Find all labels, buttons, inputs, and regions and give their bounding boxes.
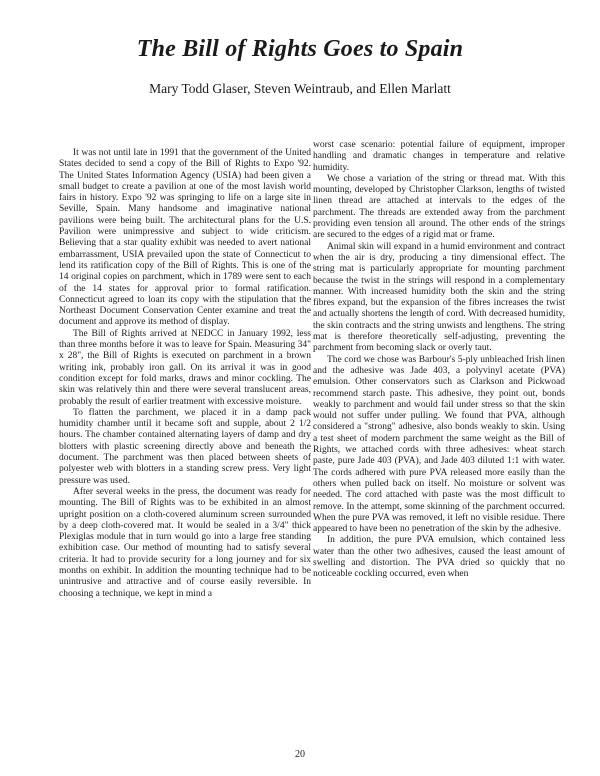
paragraph: In addition, the pure PVA emulsion, which contained less water than the other two adhesives, caused the least amount of swelling and distortion. The PVA dried so quickly that no noticeable cockling occurred, even when xyxy=(313,535,565,580)
paragraph-continued: worst case scenario: potential failure of equipment, improper handling and dramatic changes in temperature and relative humidity. xyxy=(313,140,565,173)
right-column xyxy=(313,140,565,581)
paragraph: After several weeks in the press, the document was ready for mounting. The Bill of Rights was to be exhibited in an almost upright position on a cloth-covered aluminum screen surrounded by a deep cloth-covered mat. It would be sealed in a 3/4" thick Plexiglas module that in turn would go into a large free standing exhibition case. Our method of mounting had to satisfy several criteria. It had to provide security for a long journey and for six months on exhibit. In addition the mounting technique had to be unintrusive and attractive and of course easily reversible. In choosing a technique, we kept in mind a xyxy=(59,486,311,599)
page-number: 20 xyxy=(295,749,305,760)
article-title: The Bill of Rights Goes to Spain xyxy=(136,36,464,62)
paragraph: It was not until late in 1991 that the government of the United States decided to send a copy of the Bill of Rights to Expo '92. The United States Information Agency (USIA) had been given a small budget to create a pavilion at one of the most lavish world fairs in history. Expo '92 was springing to life on a large site in Seville, Spain. Many handsome and imaginative national pavilions were being built. The architectural plans for the U.S. Pavilion were unimpressive and subject to wide criticism. Believing that a star quality exhibit was needed to avert national embarrassment, USIA prevailed upon the state of Connecticut to lend its ratification copy of the Bill of Rights. This is one of the 14 original copies on parchment, which in 1789 were sent to each of the 14 states for approval prior to formal ratification. Connecticut agreed to loan its copy with the stipulation that the Northeast Document Conservation Center examine and treat the document and approve its method of display. xyxy=(59,148,311,328)
paragraph: To flatten the parchment, we placed it in a damp pack humidity chamber until it became soft and supple, about 2 1/2 hours. The chamber contained alternating layers of damp and dry blotters with plastic screening directly above and beneath the document. The parchment was then placed between sheets of polyester web with blotters in a standing screw press. Very light pressure was used. xyxy=(59,407,311,486)
left-column xyxy=(59,148,311,600)
paragraph: Animal skin will expand in a humid environment and contract when the air is dry, producing a tiny dimensional effect. The string mat is particularly appropriate for mounting parchment because the twist in the strings will respond in a complementary manner. With increased humidity both the skin and the string fibres expand, but the expansion of the fibres increases the twist and actually shortens the length of cord. With decreased humidity, the skin contracts and the string unwists and lengthens. The string mat is therefore theoretically self-adjusting, preventing the parchment from becoming slack or overly taut. xyxy=(313,241,565,354)
paragraph: The Bill of Rights arrived at NEDCC in January 1992, less than three months before it was to leave for Spain. Measuring 34" x 28", the Bill of Rights is executed on parchment in a brown writing ink, probably iron gall. On its arrival it was in good condition except for fold marks, draws and minor cockling. The skin was relatively thin and there were several translucent areas, probably the result of earlier treatment with excessive moisture. xyxy=(59,328,311,407)
paragraph: The cord we chose was Barbour's 5-ply unbleached Irish linen and the adhesive was Jade 403, a polyvinyl acetate (PVA) emulsion. Other conservators such as Clarkson and Pickwoad recommend starch paste. This adhesive, they point out, bonds weakly to parchment and would fail under stress so that the skin would not suffer under pulling. We found that PVA, although considered a "strong" adhesive, also bonds weakly to skin. Using a test sheet of modern parchment the same weight as the Bill of Rights, we attached cords with three adhesives: wheat starch paste, pure Jade 403 (PVA), and Jade 403 diluted 1:1 with water. The cords adhered with pure PVA released more easily than the others when pulled back on itself. No moisture or solvent was needed. The cord attached with paste was the most difficult to remove. In the attempt, some skinning of the parchment occurred. When the pure PVA was removed, it left no visible residue. There appeared to have been no penetration of the skin by the adhesive. xyxy=(313,354,565,535)
article-authors: Mary Todd Glaser, Steven Weintraub, and Ellen Marlatt xyxy=(149,81,451,96)
paragraph: We chose a variation of the string or thread mat. With this mounting, developed by Christopher Clarkson, lengths of twisted linen thread are attached at intervals to the edges of the parchment. The threads are extended away from the parchment providing even tension all around. The other ends of the strings are secured to the edges of a rigid mat or frame. xyxy=(313,173,565,241)
